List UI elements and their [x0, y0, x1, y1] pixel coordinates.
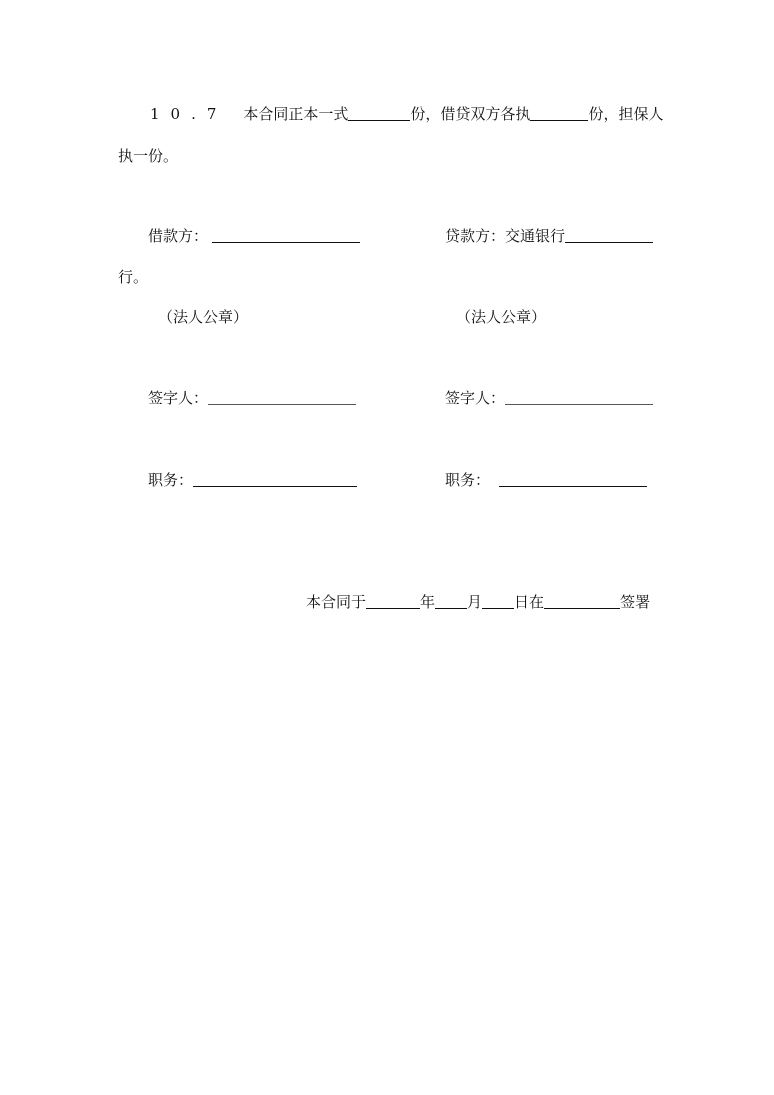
- lender-title-label: 职务：: [445, 471, 491, 489]
- lender-branch-blank[interactable]: [565, 228, 653, 243]
- borrower-name-blank[interactable]: [212, 228, 360, 243]
- borrower-signer-blank[interactable]: [208, 390, 356, 405]
- signing-month-blank[interactable]: [435, 594, 467, 609]
- signing-line: [306, 592, 650, 612]
- borrower-title-blank[interactable]: [193, 472, 357, 487]
- borrower-line: [148, 226, 360, 246]
- signing-prefix: 本合同于: [306, 593, 367, 611]
- signing-suffix: 签署: [620, 593, 651, 611]
- signing-place-blank[interactable]: [544, 594, 620, 609]
- clause-text-part3: 份，担保人: [588, 105, 664, 123]
- lender-title-line: [445, 470, 647, 490]
- clause-10-7-line1: [150, 104, 663, 124]
- lender-signer-line: [445, 388, 653, 408]
- signing-day-at-label: 日在: [514, 593, 545, 611]
- signing-year-blank[interactable]: [366, 594, 420, 609]
- lender-signer-label: 签字人：: [445, 389, 506, 407]
- borrower-title-line: [148, 470, 357, 490]
- signing-year-label: 年: [420, 593, 436, 611]
- clause-number: 10.7: [150, 105, 228, 123]
- copies-total-blank[interactable]: [348, 106, 410, 121]
- lender-seal-label: （法人公章）: [456, 308, 547, 326]
- borrower-signer-line: [148, 388, 356, 408]
- borrower-label: 借款方：: [148, 227, 209, 245]
- borrower-signer-label: 签字人：: [148, 389, 209, 407]
- clause-text-part2: 份，借贷双方各执: [410, 105, 531, 123]
- lender-label: 贷款方：交通银行: [445, 227, 566, 245]
- borrower-title-label: 职务：: [148, 471, 194, 489]
- copies-each-party-blank[interactable]: [530, 106, 588, 121]
- clause-text-part1: 本合同正本一式: [243, 105, 349, 123]
- signing-month-label: 月: [467, 593, 483, 611]
- lender-signer-blank[interactable]: [505, 390, 653, 405]
- lender-title-blank[interactable]: [499, 472, 647, 487]
- clause-10-7-line2: 执一份。: [118, 147, 179, 165]
- signing-day-blank[interactable]: [482, 594, 514, 609]
- lender-line: [445, 226, 653, 246]
- borrower-seal-label: （法人公章）: [158, 308, 249, 326]
- lender-suffix: 行。: [118, 268, 149, 286]
